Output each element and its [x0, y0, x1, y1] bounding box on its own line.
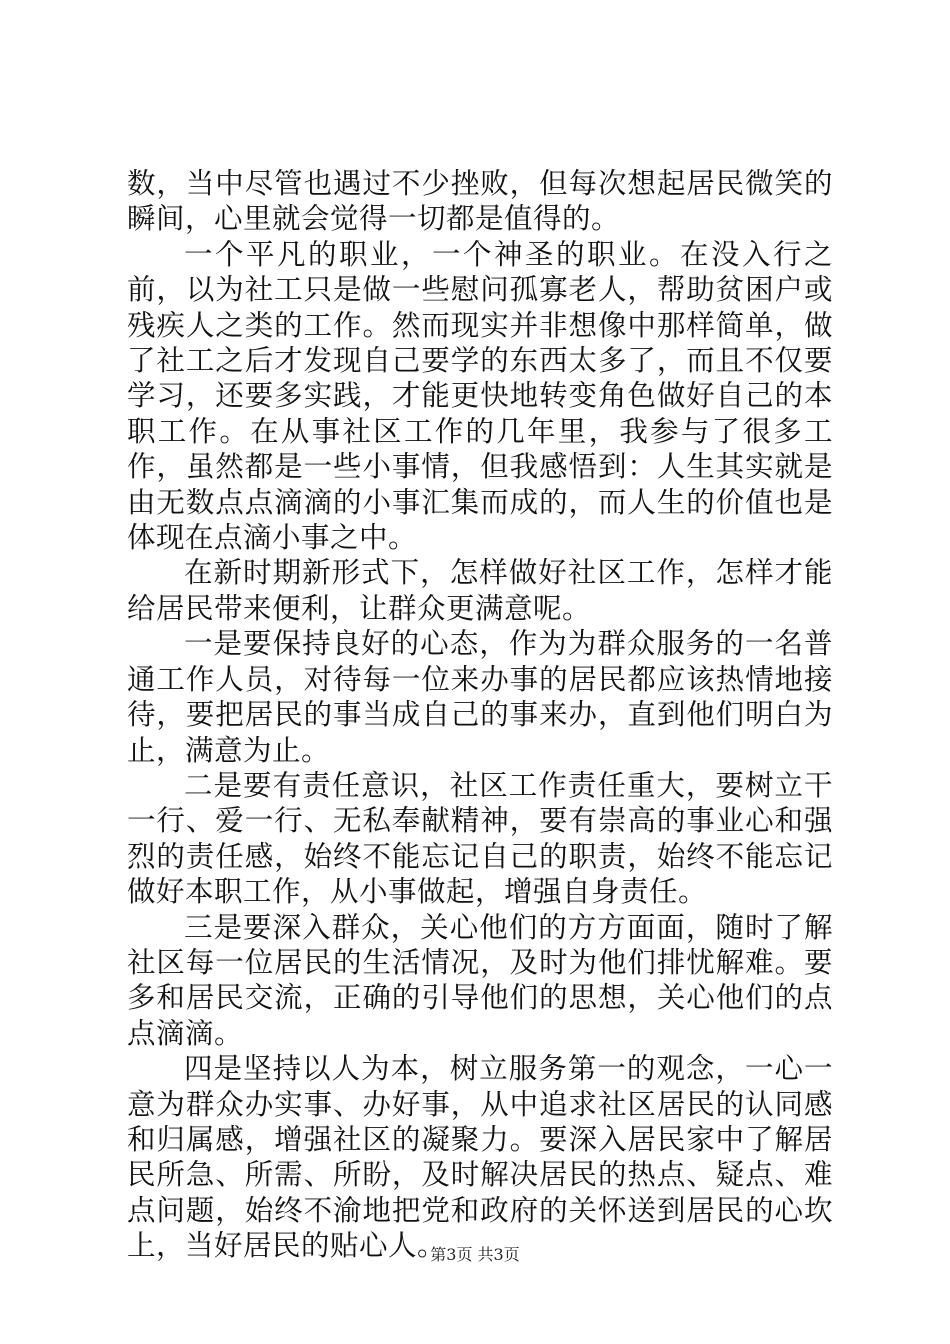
page-number-footer: 第3页 共3页	[430, 1245, 520, 1264]
paragraph-point-four: 四是坚持以人为本，树立服务第一的观念，一心一意为群众办实事、办好事，从中追求社区居民的认同感和归属感，增强社区的凝聚力。要深入居民家中了解居民所急、所需、所盼，及时解决居民的热点、疑点、难点问题，始终不渝地把党和政府的关怀送到居民的心坎上，当好居民的贴心人。	[127, 1052, 833, 1263]
paragraph-point-two: 二是要有责任意识，社区工作责任重大，要树立干一行、爱一行、无私奉献精神，要有崇高的事业心和强烈的责任感，始终不能忘记自己的职责，始终不能忘记做好本职工作，从小事做起，增强自身责任。	[127, 768, 833, 909]
paragraph-continuation: 数，当中尽管也遇过不少挫败，但每次想起居民微笑的瞬间，心里就会觉得一切都是值得的。	[127, 167, 833, 236]
paragraph-point-three: 三是要深入群众，关心他们的方方面面，随时了解社区每一位居民的生活情况，及时为他们排忧解难。要多和居民交流，正确的引导他们的思想，关心他们的点点滴滴。	[127, 910, 833, 1050]
paragraph-career-reflection: 一个平凡的职业，一个神圣的职业。在没入行之前，以为社工只是做一些慰问孤寡老人，帮助贫困户或残疾人之类的工作。然而现实并非想像中那样简单，做了社工之后才发现自己要学的东西太多了，而且不仅要学习，还要多实践，才能更快地转变角色做好自己的本职工作。在从事社区工作的几年里，我参与了很多工作，虽然都是一些小事情，但我感悟到：人生其实就是由无数点点滴滴的小事汇集而成的，而人生的价值也是体现在点滴小事之中。	[127, 237, 833, 555]
paragraph-point-one: 一是要保持良好的心态，作为为群众服务的一名普通工作人员，对待每一位来办事的居民都应该热情地接待，要把居民的事当成自己的事来办，直到他们明白为止，满意为止。	[127, 627, 833, 767]
document-body	[127, 166, 833, 1264]
paragraph-question: 在新时期新形式下，怎样做好社区工作，怎样才能给居民带来便利，让群众更满意呢。	[127, 556, 833, 625]
